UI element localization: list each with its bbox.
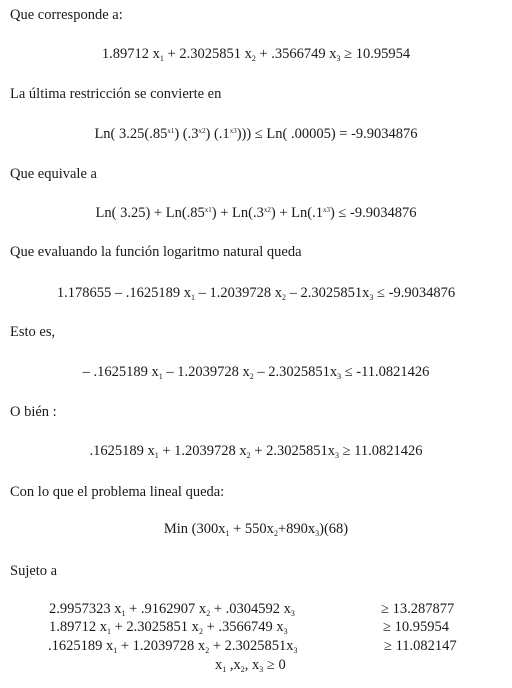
constraint-row xyxy=(0,620,512,636)
eq-subscript: 1 xyxy=(107,627,111,636)
eq-subscript: 3 xyxy=(369,293,374,302)
eq-subscript: 3 xyxy=(337,372,342,381)
eq-subscript: 3 xyxy=(315,529,320,538)
eq-term: , x xyxy=(244,657,260,673)
eq-term: + 2.3025851x xyxy=(209,638,294,654)
eq-term: ≥ 0 xyxy=(263,657,286,673)
eq-term: ) ≤ -9.9034876 xyxy=(329,205,417,221)
eq-term: + 550x xyxy=(229,521,274,537)
eq-exponent: x1 xyxy=(204,206,212,214)
eq-term: .1625189 x xyxy=(89,443,155,459)
eq-subscript: 3 xyxy=(290,609,295,618)
eq-subscript: 1 xyxy=(113,646,118,655)
eq-subscript: 2 xyxy=(198,627,203,636)
eq-subscript: 2 xyxy=(273,529,278,538)
constraint-rhs: ≥ 13.287877 xyxy=(381,601,455,617)
eq-subscript: 1 xyxy=(222,665,227,674)
eq-term: – 2.3025851x xyxy=(253,364,338,380)
eq-subscript: 2 xyxy=(246,451,251,460)
constraint-rhs: ≥ 11.082147 xyxy=(384,638,457,654)
eq-term: Min (300x xyxy=(163,521,226,537)
eq-subscript: 3 xyxy=(334,451,339,460)
eq-subscript: 1 xyxy=(154,451,159,460)
text-esto-es: Esto es, xyxy=(10,324,56,340)
eq-term: + 2.3025851 x xyxy=(111,619,199,635)
eq-subscript: 2 xyxy=(282,293,287,302)
text-que-equivale: Que equivale a xyxy=(10,166,97,182)
eq-term: ) (.3 xyxy=(174,126,199,142)
constraint-row xyxy=(0,602,512,618)
eq-term: + .9162907 x xyxy=(125,601,207,617)
eq-subscript: 1 xyxy=(121,609,126,618)
eq-term: ,x xyxy=(226,657,241,673)
eq-exponent: x1 xyxy=(167,127,175,135)
eq-subscript: 2 xyxy=(240,665,245,674)
nonnegativity-row xyxy=(0,658,512,674)
eq-term: – 1.2039728 x xyxy=(195,285,283,301)
text-que-evaluando: Que evaluando la función logaritmo natural queda xyxy=(10,244,302,260)
eq-term: + 2.3025851x xyxy=(250,443,335,459)
equation-objective xyxy=(0,522,512,537)
eq-term: +890x xyxy=(277,521,316,537)
text-sujeto-a: Sujeto a xyxy=(10,563,58,579)
eq-term: ) + Ln(.3 xyxy=(211,205,264,221)
eq-term: – .1625189 x xyxy=(82,364,159,380)
constraint-lhs xyxy=(49,602,295,617)
eq-term: + .3566749 x xyxy=(255,46,337,62)
text-o-bien: O bién : xyxy=(10,404,57,420)
eq-exponent: x3 xyxy=(322,206,330,214)
eq-term: x xyxy=(215,657,223,673)
eq-term: – 2.3025851x xyxy=(286,285,370,301)
nonnegativity-constraint xyxy=(215,658,286,673)
equation-evaluated xyxy=(0,286,512,301)
eq-term: ))) ≤ Ln( .00005) = -9.9034876 xyxy=(236,126,418,142)
eq-term: 1.89712 x xyxy=(101,46,160,62)
eq-term: + .0304592 x xyxy=(210,601,291,617)
equation-log-sum xyxy=(0,206,512,221)
eq-term: .1625189 x xyxy=(48,638,114,654)
eq-term: ≥ 11.0821426 xyxy=(338,443,423,459)
constraint-rhs: ≥ 10.95954 xyxy=(383,619,449,635)
eq-exponent: x3 xyxy=(229,127,237,135)
eq-term: 2.9957323 x xyxy=(49,601,122,617)
eq-exponent: x2 xyxy=(198,127,206,135)
text-que-corresponde: Que corresponde a: xyxy=(10,7,123,23)
equation-rearranged xyxy=(0,365,512,380)
eq-subscript: 3 xyxy=(283,627,288,636)
eq-subscript: 2 xyxy=(206,609,211,618)
eq-subscript: 3 xyxy=(336,54,341,63)
constraint-lhs xyxy=(49,620,288,635)
eq-term: ) + Ln(.1 xyxy=(270,205,323,221)
eq-subscript: 3 xyxy=(293,646,298,655)
eq-term: 1.89712 x xyxy=(49,619,107,635)
eq-term: ≥ 10.95954 xyxy=(340,46,411,62)
eq-term: + .3566749 x xyxy=(202,619,284,635)
equation-constraint-3 xyxy=(0,444,512,459)
eq-term: + 1.2039728 x xyxy=(117,638,206,654)
equation-log-restriction xyxy=(0,127,512,142)
eq-term: – 1.2039728 x xyxy=(162,364,250,380)
eq-term: ≤ -9.9034876 xyxy=(373,285,456,301)
eq-term: + 1.2039728 x xyxy=(158,443,247,459)
eq-term: ) (.1 xyxy=(205,126,230,142)
eq-subscript: 2 xyxy=(205,646,210,655)
constraint-row xyxy=(0,639,512,655)
eq-term: Ln( 3.25(.85 xyxy=(94,126,168,142)
eq-term: + 2.3025851 x xyxy=(163,46,252,62)
eq-term: Ln( 3.25) + Ln(.85 xyxy=(95,205,205,221)
text-con-lo-que: Con lo que el problema lineal queda: xyxy=(10,484,225,500)
eq-subscript: 1 xyxy=(191,293,196,302)
eq-term: )(68) xyxy=(319,521,349,537)
eq-subscript: 1 xyxy=(158,372,163,381)
eq-subscript: 3 xyxy=(259,665,264,674)
eq-exponent: x2 xyxy=(263,206,271,214)
equation-constraint-2 xyxy=(0,47,512,62)
eq-term: 1.178655 – .1625189 x xyxy=(56,285,192,301)
eq-term: ≤ -11.0821426 xyxy=(341,364,430,380)
constraint-lhs xyxy=(48,639,298,654)
eq-subscript: 2 xyxy=(249,372,254,381)
eq-subscript: 1 xyxy=(159,54,164,63)
eq-subscript: 2 xyxy=(251,54,256,63)
eq-subscript: 1 xyxy=(225,529,230,538)
text-ultima-restriccion: La última restricción se convierte en xyxy=(10,86,222,102)
